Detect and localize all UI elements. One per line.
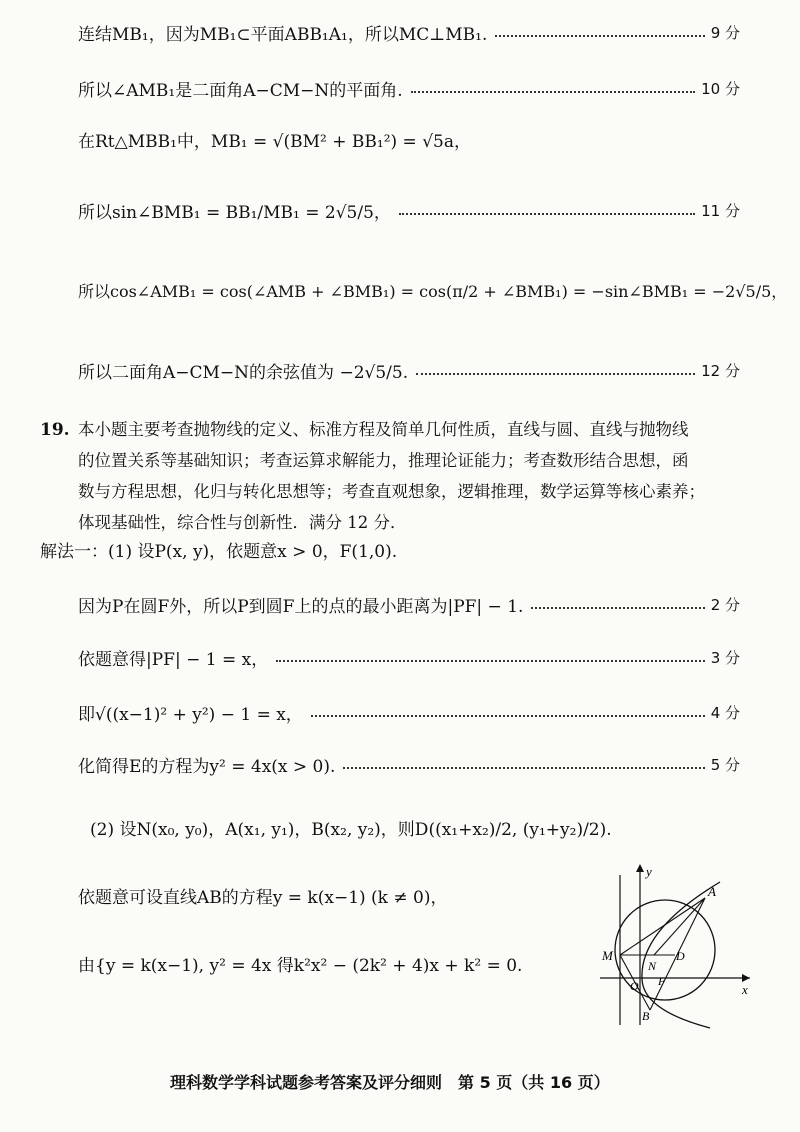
label-y: y — [646, 864, 652, 879]
solution-line-line-ab: 依题意可设直线AB的方程y = k(x−1) (k ≠ 0)， — [78, 888, 448, 908]
solution-line-3 — [78, 645, 740, 670]
line-text: 因为P在圆F外，所以P到圆F上的点的最小距离为|PF| − 1. — [78, 597, 524, 617]
line-text: 化简得E的方程为y² = 4x(x > 0). — [78, 757, 336, 777]
label-n: N — [648, 959, 657, 973]
line-text: 即√((x−1)² + y²) − 1 = x， — [78, 705, 303, 725]
leader-dots — [311, 715, 705, 717]
x-axis-arrow — [742, 974, 750, 982]
leader-dots — [399, 213, 695, 215]
intro-line: 体现基础性，综合性与创新性．满分 12 分． — [78, 513, 407, 532]
score: 12 分 — [701, 362, 740, 380]
proof-line-4 — [78, 198, 740, 223]
score: 11 分 — [701, 202, 740, 220]
leader-dots — [276, 660, 704, 662]
score: 3 分 — [710, 649, 740, 667]
solution-part1-intro: 解法一：(1) 设P(x, y)，依题意x > 0，F(1,0). — [40, 542, 398, 562]
proof-line-3: 在Rt△MBB₁中，MB₁ = √(BM² + BB₁²) = √5a， — [78, 132, 471, 152]
intro-line: 本小题主要考查抛物线的定义、标准方程及简单几何性质，直线与圆、直线与抛物线 — [78, 420, 689, 439]
label-a: A — [708, 884, 716, 899]
leader-dots — [531, 607, 704, 609]
question-number: 19. — [40, 420, 70, 440]
proof-line-6 — [78, 358, 740, 383]
score: 5 分 — [710, 756, 740, 774]
intro-line: 数与方程思想，化归与转化思想等；考查直观想象，逻辑推理，数学运算等核心素养； — [78, 482, 705, 501]
page-footer: 理科数学学科试题参考答案及评分细则 第 5 页（共 16 页） — [170, 1073, 610, 1092]
proof-line-1 — [78, 20, 740, 45]
geometry-figure — [590, 860, 760, 1030]
segment-ma — [620, 898, 705, 955]
label-x: x — [742, 982, 748, 997]
intro-line: 的位置关系等基础知识；考查运算求解能力，推理论证能力；考查数形结合思想，函 — [78, 451, 689, 470]
line-text: 所以∠AMB₁是二面角A−CM−N的平面角. — [78, 81, 403, 101]
label-d: D — [676, 949, 685, 963]
proof-line-2 — [78, 76, 740, 101]
label-f: F — [658, 974, 666, 988]
label-b: B — [642, 1009, 650, 1023]
y-axis-arrow — [636, 864, 644, 872]
solution-part2-intro: (2) 设N(x₀, y₀)，A(x₁, y₁)，B(x₂, y₂)，则D((x₁+x₂)/2, (y₁+y₂)/2). — [90, 820, 612, 840]
question-intro — [78, 414, 748, 538]
score: 4 分 — [710, 704, 740, 722]
solution-line-2 — [78, 592, 740, 617]
line-text: 连结MB₁，因为MB₁⊂平面ABB₁A₁，所以MC⊥MB₁. — [78, 25, 488, 45]
leader-dots — [495, 35, 704, 37]
solution-line-system: 由{y = k(x−1), y² = 4x 得k²x² − (2k² + 4)x + k² = 0. — [78, 956, 523, 976]
line-text: 依题意得|PF| − 1 = x， — [78, 650, 269, 670]
label-m: M — [602, 948, 613, 963]
leader-dots — [411, 91, 695, 93]
proof-line-5: 所以cos∠AMB₁ = cos(∠AMB + ∠BMB₁) = cos(π/2 + ∠BMB₁) = −sin∠BMB₁ = −2√5/5， — [78, 282, 788, 301]
score: 10 分 — [701, 80, 740, 98]
line-text: 所以二面角A−CM−N的余弦值为 −2√5/5. — [78, 363, 409, 383]
solution-line-4 — [78, 700, 740, 725]
solution-line-5 — [78, 752, 740, 777]
leader-dots — [416, 373, 695, 375]
label-o: O — [630, 979, 639, 993]
leader-dots — [343, 767, 704, 769]
line-text: 所以sin∠BMB₁ = BB₁/MB₁ = 2√5/5， — [78, 203, 391, 223]
score: 2 分 — [710, 596, 740, 614]
score: 9 分 — [710, 24, 740, 42]
